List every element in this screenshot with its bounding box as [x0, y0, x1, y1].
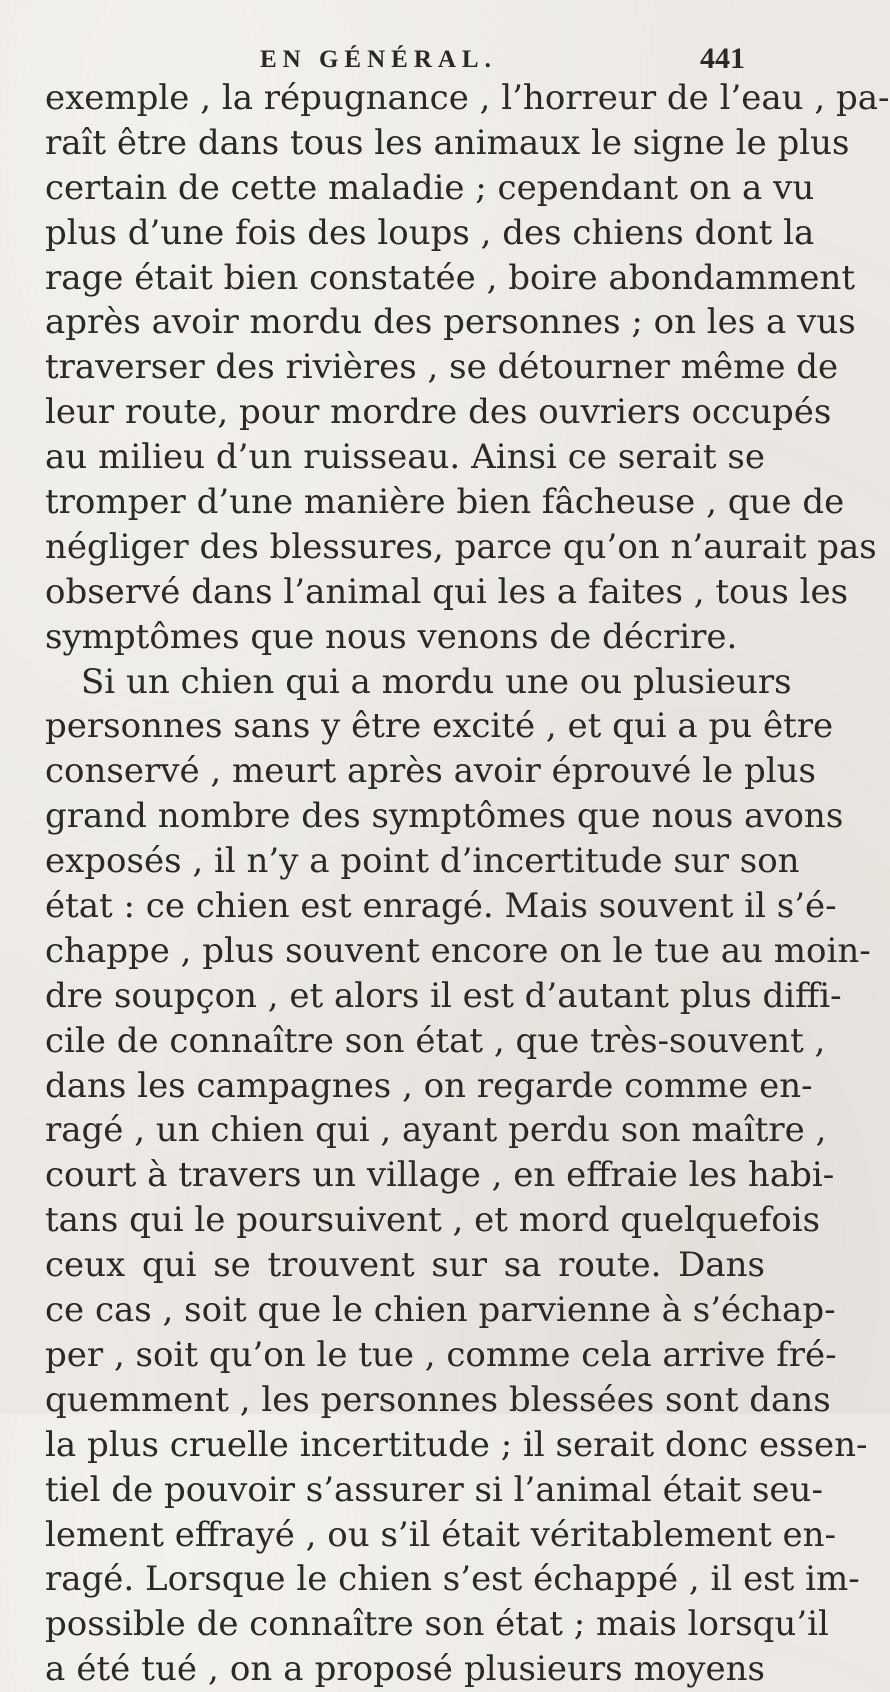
body-text — [45, 76, 890, 1692]
text-line: tromper d’une manière bien fâcheuse , que de — [45, 482, 845, 523]
text-line: exposés , il n’y a point d’incertitude sur son — [45, 841, 800, 882]
text-line: traverser des rivières , se détourner même de — [45, 347, 839, 388]
paragraph-end-line: symptômes que nous venons de décrire. — [45, 616, 738, 657]
text-line: conservé , meurt après avoir éprouvé le plus — [45, 751, 816, 792]
text-line: dre soupçon , et alors il est d’autant plus diffi- — [45, 975, 842, 1016]
text-line: la plus cruelle incertitude ; il serait donc essen- — [45, 1424, 868, 1465]
text-line: plus d’une fois des loups , des chiens dont la — [45, 212, 815, 253]
text-line: exemple , la répugnance , l’horreur de l’eau , pa- — [45, 78, 890, 118]
text-line: ragé. Lorsque le chien s’est échappé , il est im- — [45, 1559, 860, 1600]
text-line: personnes sans y être excité , et qui a pu être — [45, 706, 834, 747]
text-line: état : ce chien est enragé. Mais souvent il s’é- — [45, 886, 837, 927]
text-line: leur route, pour mordre des ouvriers occupés — [45, 392, 832, 433]
text-line: possible de connaître son état ; mais lorsqu’il — [45, 1604, 829, 1645]
text-line: chappe , plus souvent encore on le tue au moin- — [45, 930, 871, 971]
text-line: court à travers un village , en effraie les habi- — [45, 1155, 835, 1196]
running-header-title: EN GÉNÉRAL. — [260, 46, 497, 73]
text-line: négliger des blessures, parce qu’on n’aurait pas — [45, 526, 877, 567]
text-line: ceux qui se trouvent sur sa route. Dans — [45, 1245, 765, 1286]
page-number: 441 — [700, 42, 745, 75]
text-line: grand nombre des symptômes que nous avons — [45, 796, 844, 837]
text-line: per , soit qu’on le tue , comme cela arrive fré- — [45, 1334, 837, 1375]
text-line: au milieu d’un ruisseau. Ainsi ce serait se — [45, 437, 765, 478]
text-line: tiel de pouvoir s’assurer si l’animal était seu- — [45, 1469, 823, 1510]
text-line: raît être dans tous les animaux le signe le plus — [45, 122, 850, 163]
text-line: ce cas , soit que le chien parvienne à s’échap- — [45, 1290, 836, 1331]
text-line: rage était bien constatée , boire abondamment — [45, 257, 856, 298]
text-line: cile de connaître son état , que très-souvent , — [45, 1020, 826, 1061]
text-line: ragé , un chien qui , ayant perdu son maître , — [45, 1110, 827, 1151]
text-line: dans les campagnes , on regarde comme en- — [45, 1065, 813, 1106]
text-line: après avoir mordu des personnes ; on les a vus — [45, 302, 856, 343]
text-line: certain de cette maladie ; cependant on a vu — [45, 167, 815, 208]
text-line: observé dans l’animal qui les a faites , tous les — [45, 571, 849, 612]
text-line: tans qui le poursuivent , et mord quelquefois — [45, 1200, 821, 1241]
text-line: a été tué , on a proposé plusieurs moyens — [45, 1649, 765, 1690]
paragraph-start-line: Si un chien qui a mordu une ou plusieurs — [81, 661, 792, 702]
text-line: quemment , les personnes blessées sont dans — [45, 1379, 831, 1420]
text-line: lement effrayé , ou s’il était véritablement en- — [45, 1514, 837, 1555]
